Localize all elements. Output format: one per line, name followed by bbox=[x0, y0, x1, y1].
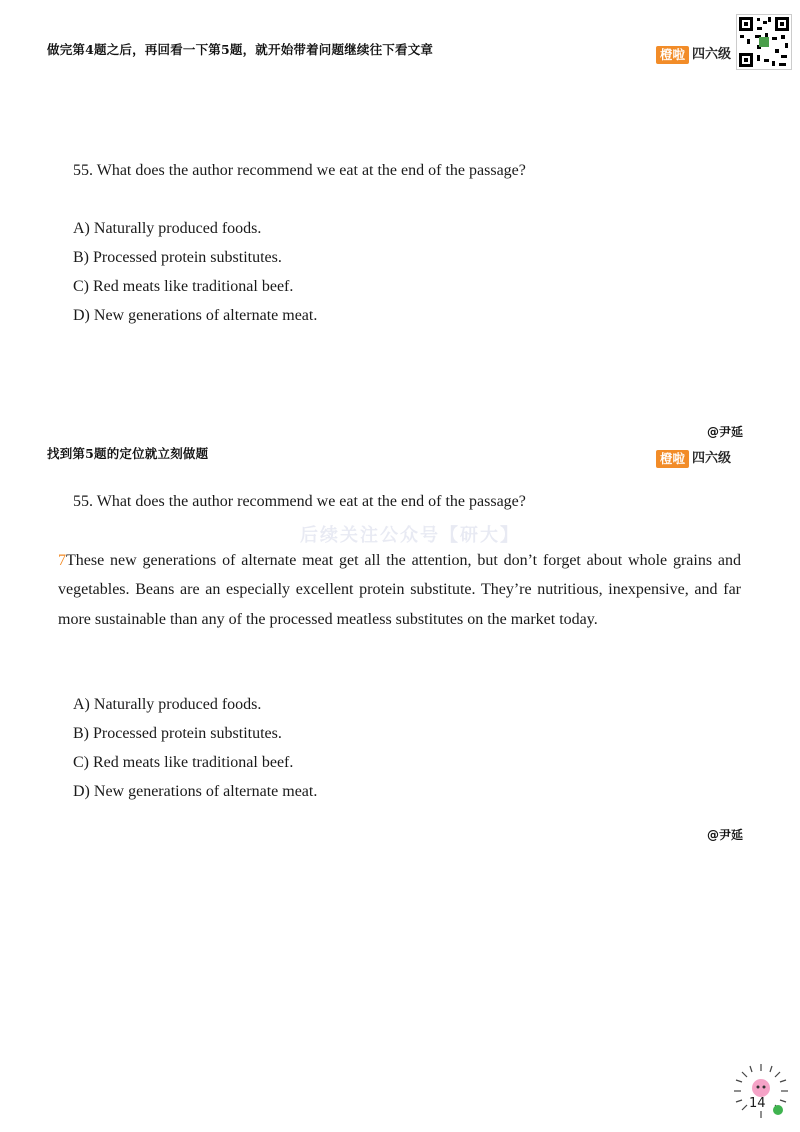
brand-badge bbox=[656, 46, 731, 64]
option-a: A) Naturally produced foods. bbox=[73, 220, 262, 237]
header-note-2: 找到第5题的定位就立刻做题 bbox=[47, 446, 209, 461]
option-a-2: A) Naturally produced foods. bbox=[73, 696, 262, 713]
question-text: 55. What does the author recommend we eat at the end of the passage? bbox=[73, 162, 526, 179]
qr-code-icon bbox=[736, 14, 792, 70]
brand-level-2: 四六级 bbox=[692, 451, 732, 466]
paragraph-text: These new generations of alternate meat get all the attention, but don’t forget about whole grains and vegetables. Beans are an especially excellent protein substitute. They’re nutritious, inexpensive, and far more sustainable than any of the processed meatless substitutes on the market today. bbox=[58, 552, 741, 628]
brand-tag: 橙啦 bbox=[656, 46, 689, 64]
option-d: D) New generations of alternate meat. bbox=[73, 307, 318, 324]
passage-paragraph bbox=[58, 546, 741, 634]
brand-tag-2: 橙啦 bbox=[656, 450, 689, 468]
option-b: B) Processed protein substitutes. bbox=[73, 249, 282, 266]
option-c: C) Red meats like traditional beef. bbox=[73, 278, 294, 295]
watermark: 后续关注公众号【研大】 bbox=[300, 525, 520, 546]
option-b-2: B) Processed protein substitutes. bbox=[73, 725, 282, 742]
header-note: 做完第4题之后，再回看一下第5题，就开始带着问题继续往下看文章 bbox=[47, 42, 434, 57]
author-signature-2: @尹延 bbox=[707, 828, 744, 842]
page-number: 14 bbox=[749, 1096, 766, 1111]
mini-program-code-icon bbox=[732, 1062, 790, 1120]
paragraph-number: 7 bbox=[58, 552, 66, 569]
author-signature: @尹延 bbox=[707, 425, 744, 439]
brand-badge-2 bbox=[656, 450, 731, 468]
brand-level: 四六级 bbox=[692, 47, 732, 62]
question-text-2: 55. What does the author recommend we eat at the end of the passage? bbox=[73, 493, 526, 510]
option-c-2: C) Red meats like traditional beef. bbox=[73, 754, 294, 771]
option-d-2: D) New generations of alternate meat. bbox=[73, 783, 318, 800]
